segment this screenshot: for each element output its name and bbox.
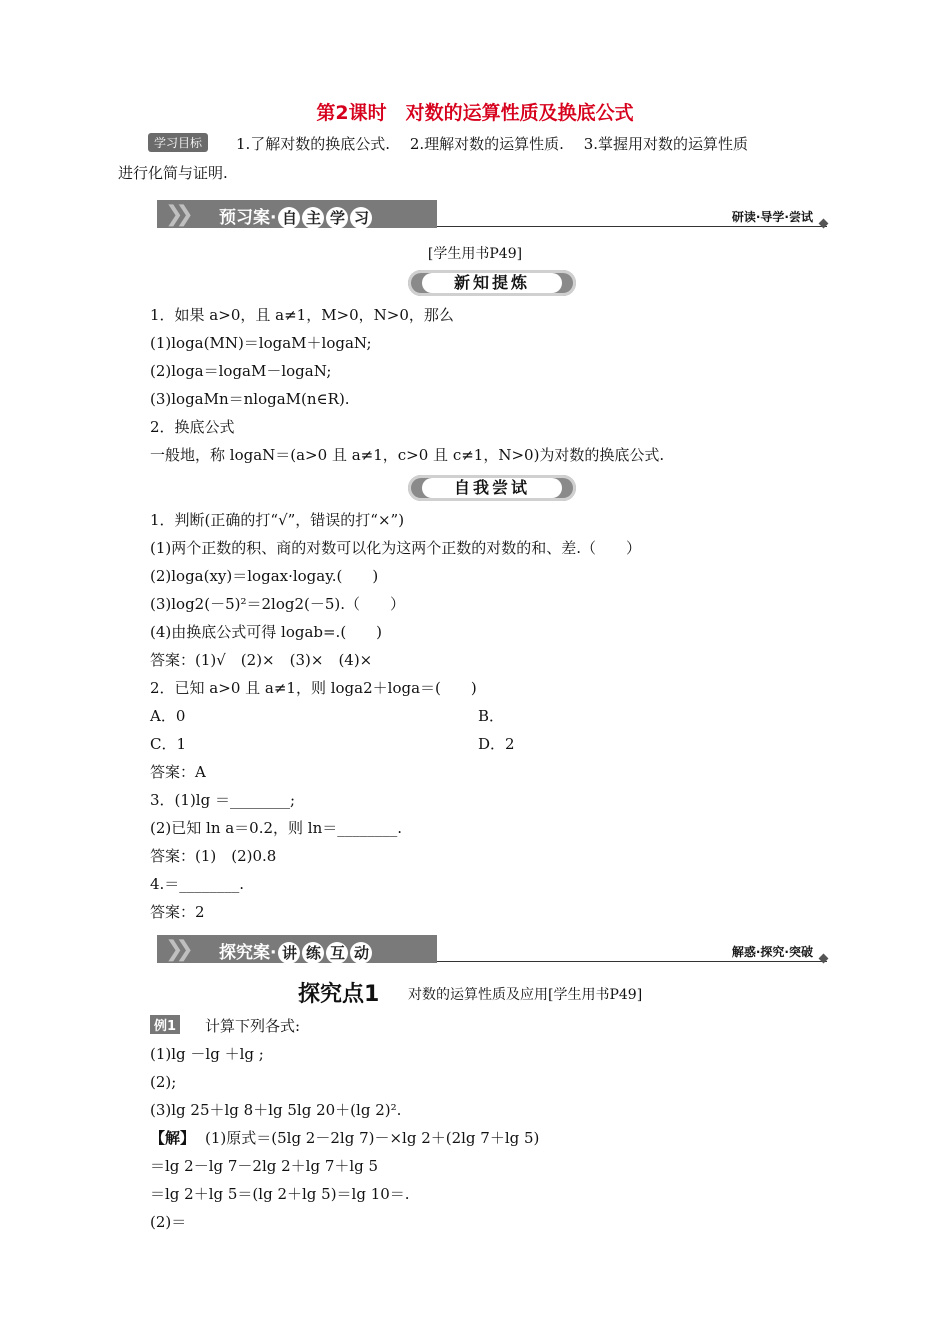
example-e1: (1)lg －lg ＋lg ;: [150, 1045, 264, 1063]
option-c: C．1: [150, 735, 187, 753]
practice-q1: 1．判断(正确的打“√”，错误的打“×”): [150, 511, 405, 529]
page-title: 第2课时 对数的运算性质及换底公式: [316, 102, 634, 124]
solution-s3: ＝lg 2＋lg 5＝(lg 2＋lg 5)＝lg 10＝.: [150, 1185, 410, 1203]
knowledge-item1: 1．如果 a>0，且 a≠1，M>0，N>0，那么: [150, 306, 454, 324]
chevron-icon: ❯❯: [165, 202, 186, 227]
practice-q1b: (2)loga(xy)＝logax·logay.( ): [150, 567, 379, 585]
explore-point-heading: 探究点1: [298, 982, 380, 1007]
practice-q1a: (1)两个正数的积、商的对数可以化为这两个正数的对数的和、差.（ ）: [150, 539, 642, 557]
example-tag: 例1: [150, 1015, 180, 1034]
solution-tag: 【解】: [150, 1129, 196, 1147]
section-banner-explore: ❯❯ 探究案· 讲 练 互 动 解惑·探究·突破: [157, 935, 827, 965]
example-e3: (3)lg 25＋lg 8＋lg 5lg 20＋(lg 2)².: [150, 1101, 402, 1119]
practice-a1: 答案：(1)√ (2)× (3)× (4)×: [150, 651, 373, 669]
knowledge-p1: (1)loga(MN)＝logaM＋logaN;: [150, 334, 372, 352]
pill-self-try: 自我尝试: [408, 475, 576, 501]
practice-q1d: (4)由换底公式可得 logab=.( ): [150, 623, 383, 641]
practice-q3a: 3．(1)lg ＝________;: [150, 791, 296, 809]
banner-subtitle: 解惑·探究·突破: [731, 945, 813, 959]
explore-subtitle: 对数的运算性质及应用[学生用书P49]: [408, 987, 643, 1003]
practice-a2: 答案：A: [150, 763, 206, 781]
practice-q3b: (2)已知 ln a＝0.2，则 ln＝________.: [150, 819, 403, 837]
example-e2: (2);: [150, 1073, 177, 1091]
option-d: D．2: [478, 735, 515, 753]
chevron-icon: ❯❯: [165, 937, 186, 962]
banner-subtitle: 研读·导学·尝试: [731, 210, 813, 224]
solution-s4: (2)＝: [150, 1213, 187, 1231]
practice-a4: 答案：2: [150, 903, 205, 921]
objectives-line2: 进行化简与证明.: [118, 164, 228, 182]
section-banner-preview: ❯❯ 预习案· 自 主 学 习 研读·导学·尝试: [157, 200, 827, 230]
knowledge-p3: (3)logaMn＝nlogaM(n∈R).: [150, 390, 350, 408]
practice-q4: 4.＝________.: [150, 875, 245, 893]
example-prompt: 计算下列各式:: [205, 1017, 301, 1035]
objectives-tag: 学习目标: [148, 133, 208, 152]
student-ref: [学生用书P49]: [427, 246, 523, 262]
knowledge-item2: 2．换底公式: [150, 418, 235, 436]
objectives-line1: 1.了解对数的换底公式. 2.理解对数的运算性质. 3.掌握用对数的运算性质: [236, 135, 749, 153]
option-b: B．: [478, 707, 505, 725]
practice-q1c: (3)log2(－5)²＝2log2(－5).（ ）: [150, 595, 406, 613]
pill-new-knowledge: 新知提炼: [408, 270, 576, 296]
practice-a3: 答案：(1) (2)0.8: [150, 847, 277, 865]
practice-q2: 2．已知 a>0 且 a≠1，则 loga2＋loga＝( ): [150, 679, 477, 697]
solution-s2: ＝lg 2－lg 7－2lg 2＋lg 7＋lg 5: [150, 1157, 379, 1175]
option-a: A．0: [150, 707, 186, 725]
knowledge-p2: (2)loga＝logaM－logaN;: [150, 362, 332, 380]
knowledge-p4: 一般地，称 logaN＝(a>0 且 a≠1，c>0 且 c≠1，N>0)为对数的换底公式.: [150, 446, 665, 464]
solution-s1: (1)原式＝(5lg 2－2lg 7)－×lg 2＋(2lg 7＋lg 5): [205, 1129, 540, 1147]
